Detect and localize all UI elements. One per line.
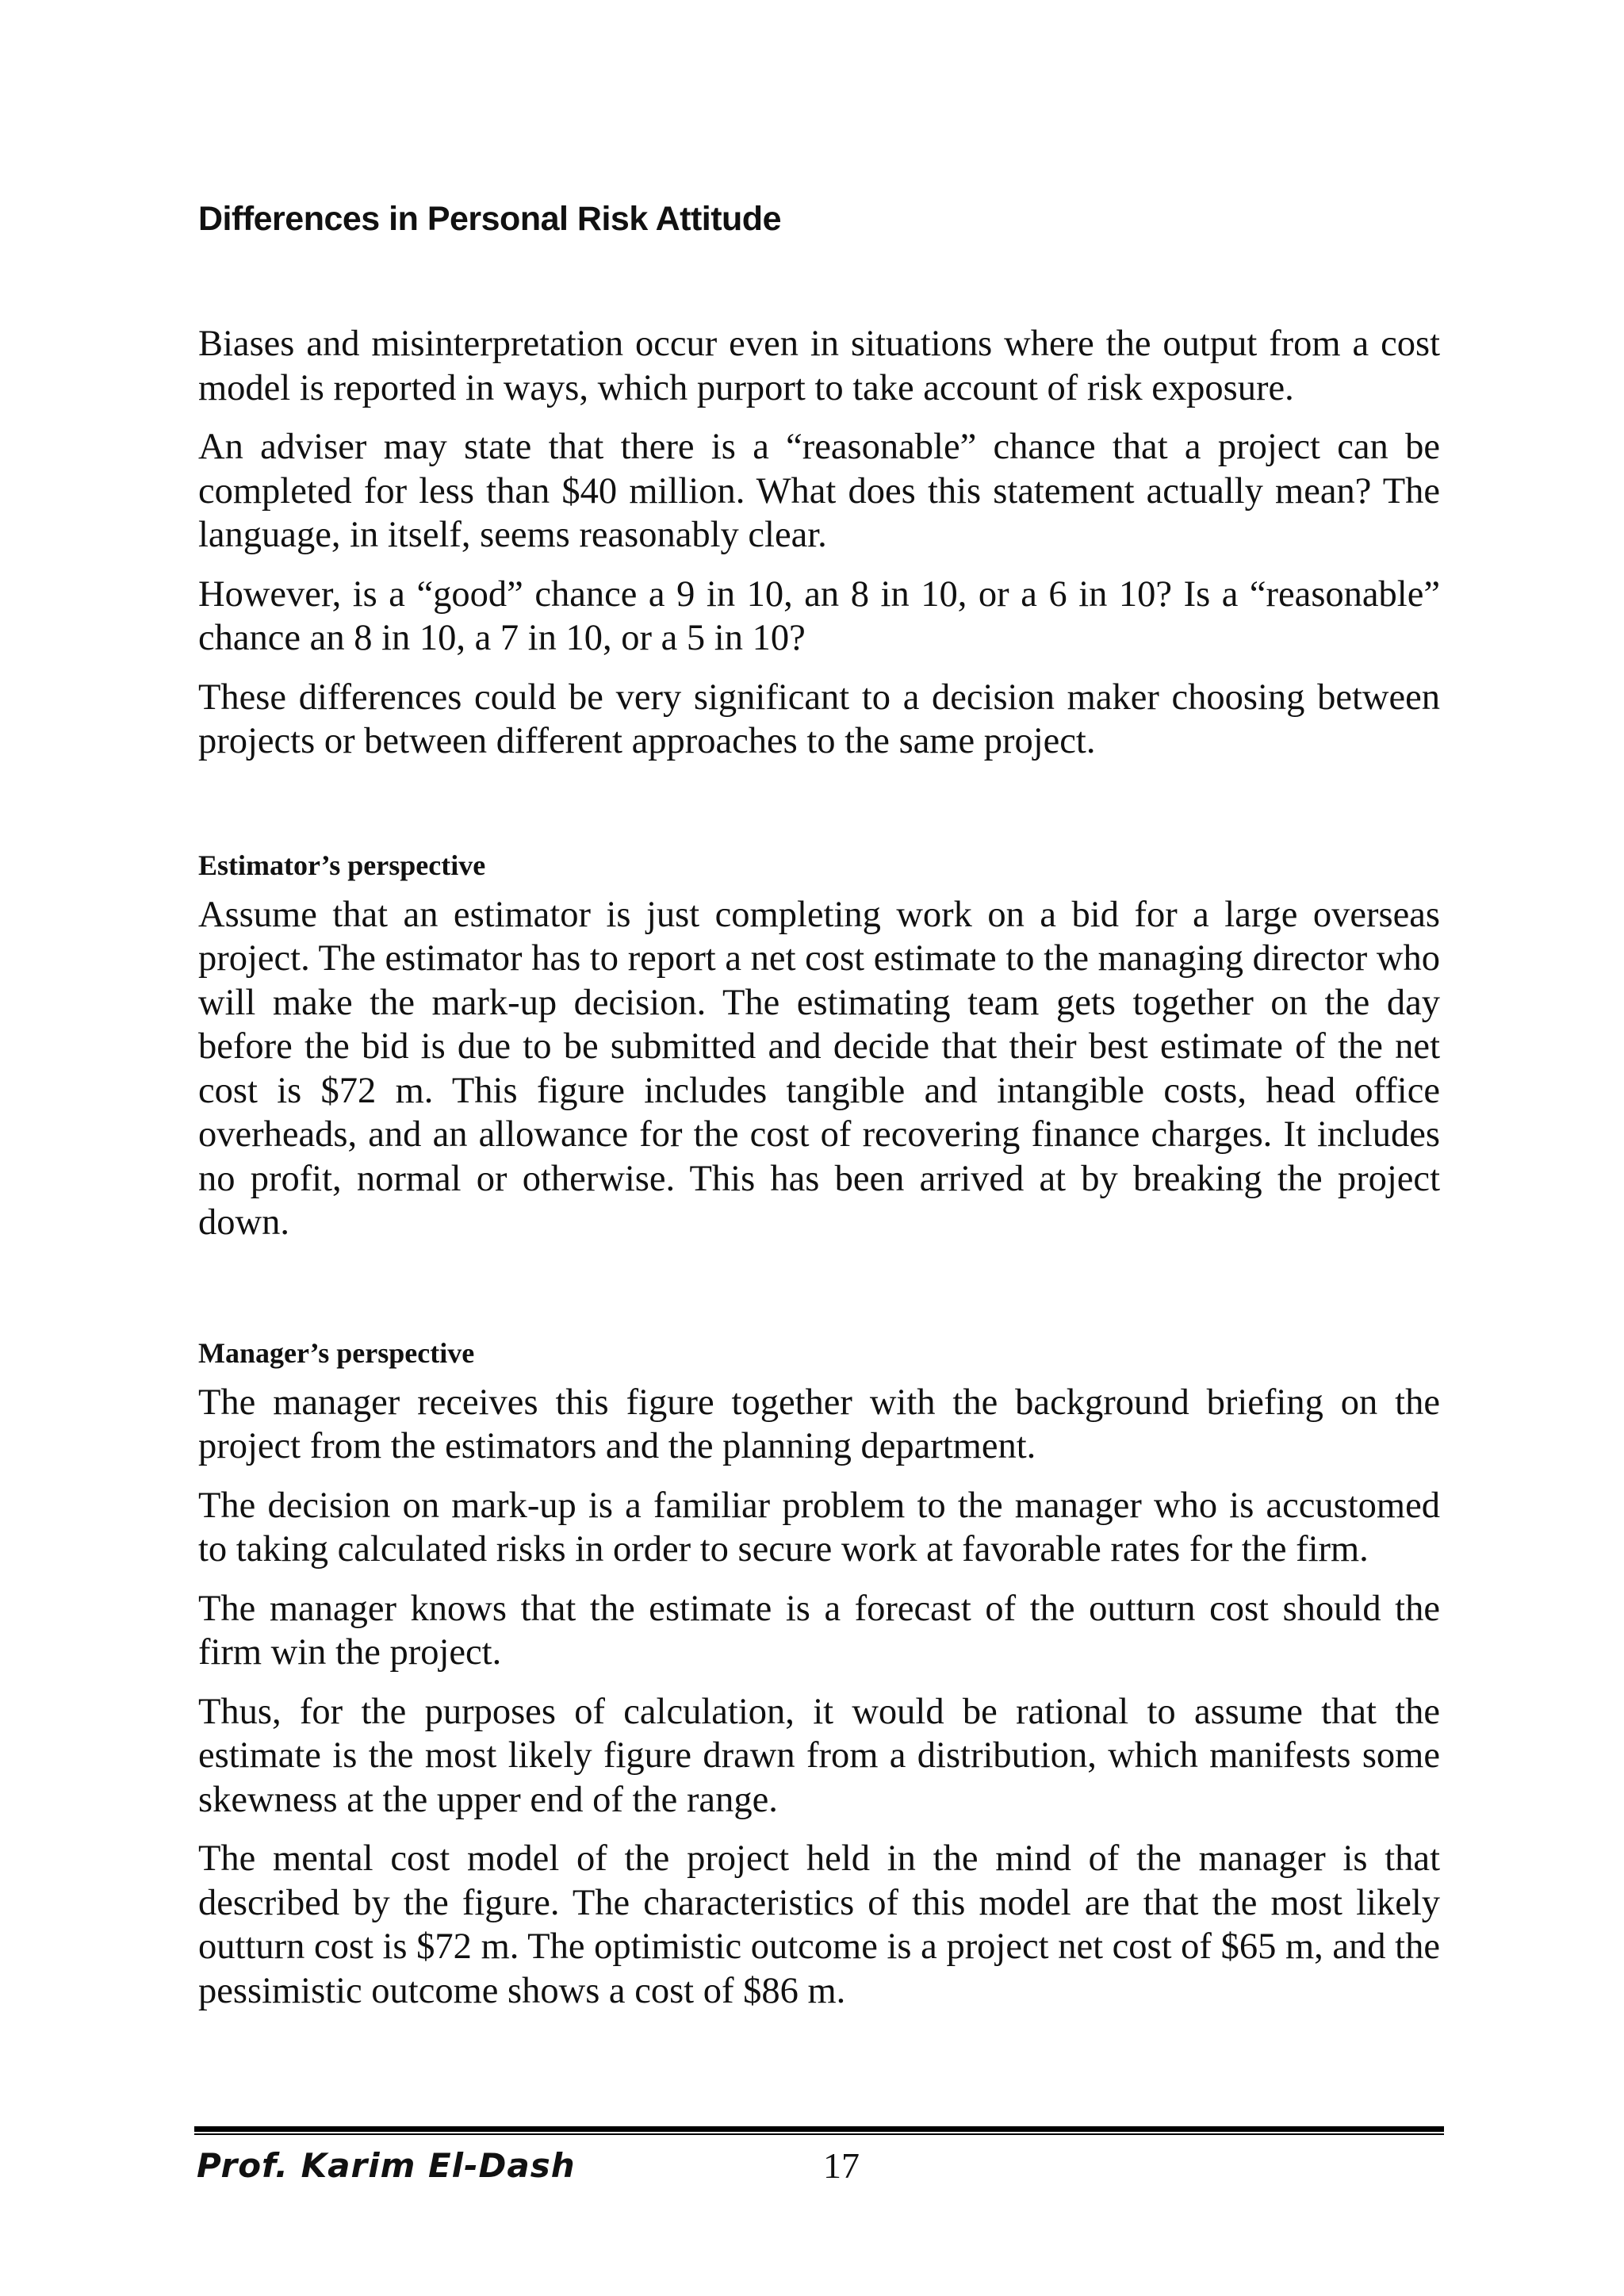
manager-subheading: Manager’s perspective [198,1336,475,1369]
intro-paragraph-4: These differences could be very significant to a decision maker choosing between projects or between different approaches to the same project. [198,677,1440,761]
manager-paragraph-1: The manager receives this figure together with the background briefing on the project from the estimators and the planning department. [198,1382,1440,1466]
manager-paragraph-3: The manager knows that the estimate is a forecast of the outturn cost should the firm win the project. [198,1588,1440,1673]
manager-paragraph-5: The mental cost model of the project held in the mind of the manager is that described by the figure. The characteristics of this model are that the most likely outturn cost is $72 m. The optimistic outcome is a project net cost of $65 m, and the pessimistic outcome shows a cost of $86 m. [198,1838,1440,2011]
page-content [198,195,1440,2028]
manager-paragraph-4: Thus, for the purposes of calculation, it would be rational to assume that the estimate is the most likely figure drawn from a distribution, which manifests some skewness at the upper end of the range. [198,1691,1440,1820]
footer-divider [194,2126,1444,2136]
footer-author: Prof. Karim El-Dash [197,2146,576,2185]
intro-paragraph-2: An adviser may state that there is a “reasonable” chance that a project can be completed for less than $40 million. What does this statement actually mean? The language, in itself, seems reasonably clear. [198,427,1440,555]
estimator-subheading: Estimator’s perspective [198,849,486,881]
section-heading: Differences in Personal Risk Attitude [198,200,781,238]
manager-paragraph-2: The decision on mark-up is a familiar problem to the manager who is accustomed to taking calculated risks in order to secure work at favorable rates for the firm. [198,1485,1440,1570]
page-number: 17 [823,2145,860,2186]
intro-paragraph-3: However, is a “good” chance a 9 in 10, an 8 in 10, or a 6 in 10? Is a “reasonable” chance an 8 in 10, a 7 in 10, or a 5 in 10? [198,573,1440,658]
estimator-paragraph-1: Assume that an estimator is just completing work on a bid for a large overseas project. The estimator has to report a net cost estimate to the managing director who will make the mark-up decision. The estimating team gets together on the day before the bid is due to be submitted and decide that their best estimate of the net cost is $72 m. This figure includes tangible and intangible costs, head office overheads, and an allowance for the cost of recovering finance charges. It includes no profit, normal or otherwise. This has been arrived at by breaking the project down. [198,894,1440,1243]
intro-paragraph-1: Biases and misinterpretation occur even in situations where the output from a cost model is reported in ways, which purport to take account of risk exposure. [198,324,1440,408]
